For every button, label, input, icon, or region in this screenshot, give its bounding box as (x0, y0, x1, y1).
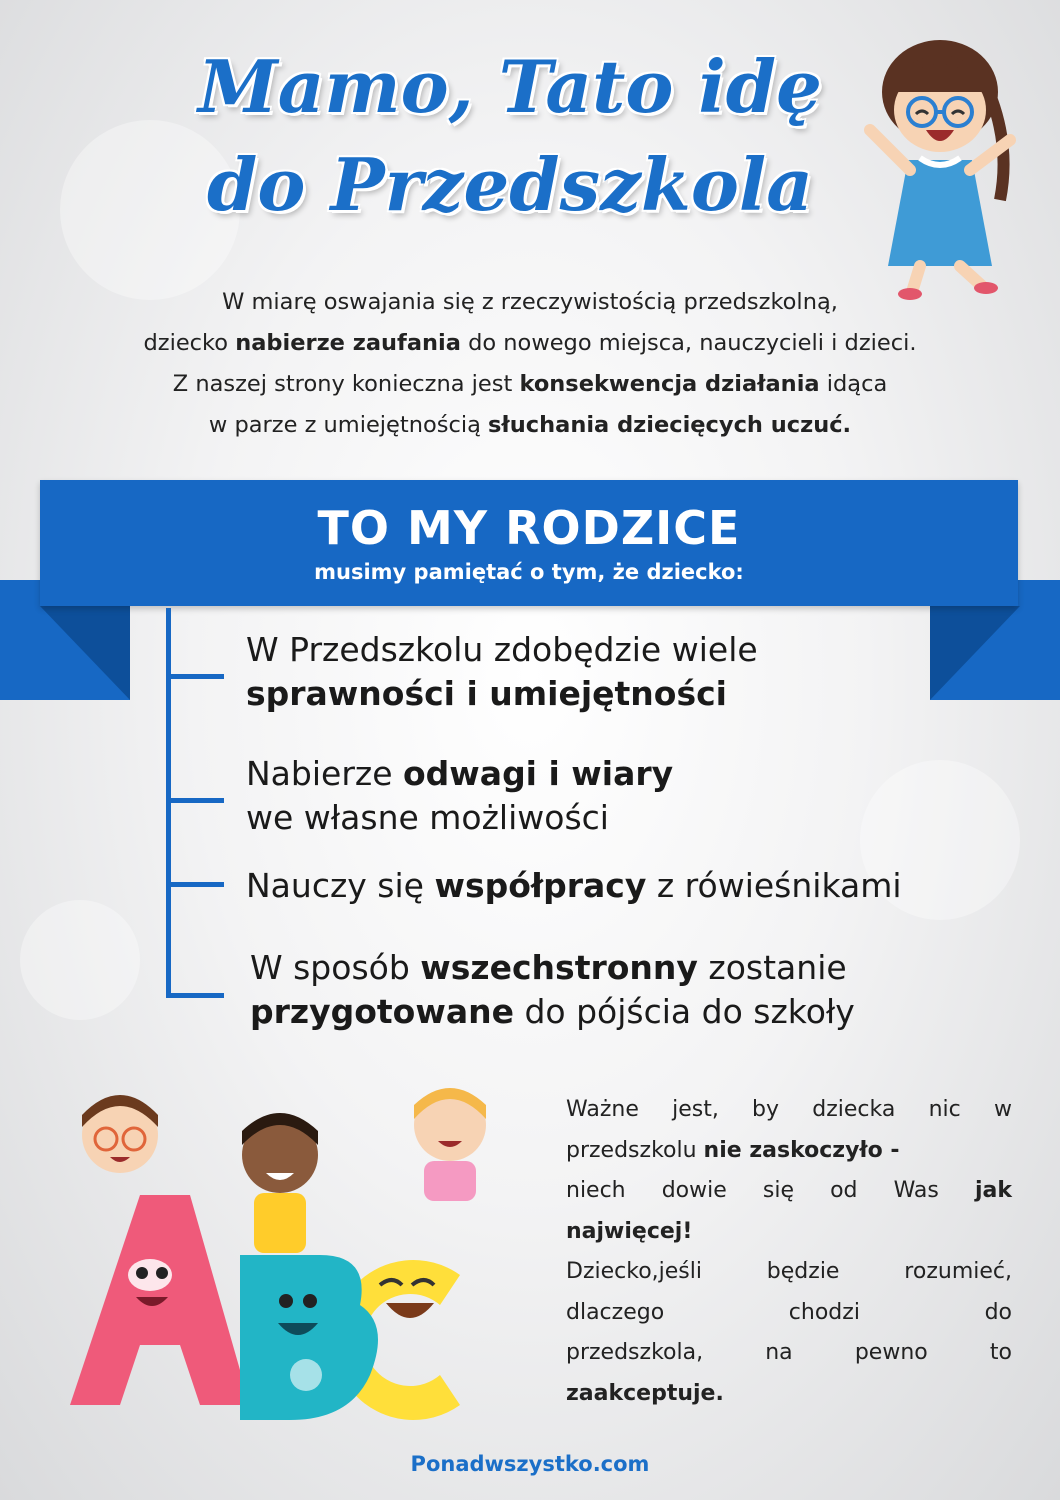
note-line (566, 1171, 1012, 1212)
intro-text: w parze z umiejętnością (208, 412, 489, 438)
note-text: niech dowie się od Was (566, 1178, 975, 1203)
intro-text: dziecko (143, 330, 236, 356)
banner-title: TO MY RODZICE (317, 501, 741, 555)
note-line: Dziecko,jeśli będzie rozumieć, (566, 1259, 1012, 1284)
title-line-2: do Przedszkola (207, 142, 813, 227)
timeline-tick (166, 993, 224, 998)
intro-line (40, 282, 1020, 323)
note-bold-text: nie zaskoczyło - (703, 1137, 900, 1163)
note-bold-text: najwięcej! (566, 1218, 693, 1244)
item-bold-text: odwagi i wiary (403, 754, 674, 793)
note-line: przedszkola, na pewno to (566, 1340, 1012, 1365)
list-item (246, 752, 673, 840)
intro-line (40, 364, 1020, 405)
banner (40, 480, 1018, 606)
item-text: do pójścia do szkoły (513, 992, 855, 1031)
timeline-line (166, 608, 171, 998)
item-text: we własne możliwości (246, 798, 609, 837)
item-text: W sposób (250, 948, 421, 987)
item-bold-text: współpracy (434, 866, 647, 905)
list-item (250, 946, 855, 1034)
note-bold-text: zaakceptuje. (566, 1380, 724, 1406)
item-bold-text: przygotowane (250, 992, 514, 1031)
item-text: Nauczy się (246, 866, 435, 905)
note-line: Ważne jest, by dziecka nic w (566, 1097, 1012, 1122)
item-text: Nabierze (246, 754, 404, 793)
intro-line (40, 323, 1020, 364)
intro-bold-text: nabierze zaufania (235, 330, 461, 356)
page-title (120, 38, 900, 234)
note-text: przedszkolu (566, 1137, 704, 1163)
item-bold-text: sprawności i umiejętności (246, 674, 727, 713)
item-text: z rówieśnikami (646, 866, 902, 905)
intro-text: W miarę oswajania się z rzeczywistością przedszkolną, (222, 289, 838, 315)
note-line: dlaczego chodzi do (566, 1299, 1012, 1325)
bokeh-decoration (20, 900, 140, 1020)
note-line (566, 1374, 1012, 1415)
note-paragraph (566, 1090, 1012, 1414)
intro-text: idąca (819, 371, 888, 397)
intro-bold-text: słuchania dziecięcych uczuć. (488, 412, 852, 438)
list-item (246, 864, 902, 908)
timeline-tick (166, 674, 224, 679)
girl-illustration (850, 30, 1020, 300)
note-bold-text: jak (974, 1178, 1012, 1203)
note-line (566, 1131, 1012, 1172)
footer-site-name: Ponadwszystko.com (410, 1452, 650, 1476)
banner-subtitle: musimy pamiętać o tym, że dziecko: (314, 560, 744, 584)
item-text: zostanie (697, 948, 847, 987)
note-line (566, 1212, 1012, 1253)
item-bold-text: wszechstronny (420, 948, 698, 987)
title-line-1: Mamo, Tato idę (198, 44, 822, 129)
intro-line (40, 405, 1020, 446)
item-text: W Przedszkolu zdobędzie wiele (246, 630, 758, 669)
kids-abc-illustration (40, 1075, 530, 1445)
intro-text: do nowego miejsca, nauczycieli i dzieci. (460, 330, 917, 356)
list-item (246, 628, 758, 716)
timeline-tick (166, 798, 224, 803)
intro-paragraph (40, 282, 1020, 446)
intro-text: Z naszej strony konieczna jest (172, 371, 520, 397)
intro-bold-text: konsekwencja działania (519, 371, 820, 397)
timeline-tick (166, 882, 224, 887)
